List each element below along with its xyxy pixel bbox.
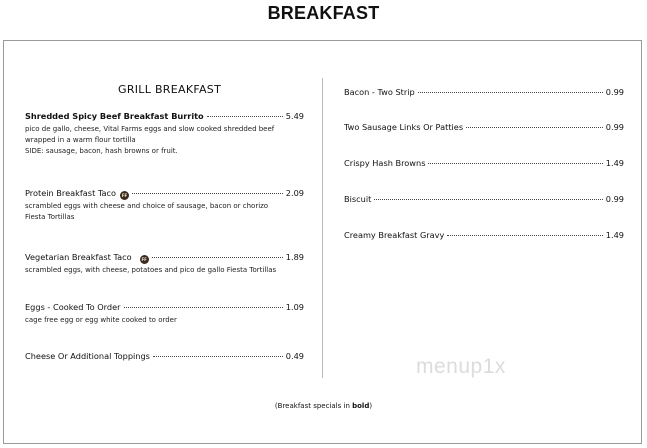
dot-leader [153, 356, 283, 357]
ff-badge-icon: FF [141, 257, 147, 262]
menu-item-eggs [25, 301, 304, 326]
menu-item-protein-taco [25, 187, 304, 223]
menu-item-biscuit [344, 193, 624, 205]
ff-badge-icon: FF [121, 193, 128, 198]
item-price: 1.49 [605, 230, 624, 240]
item-name: Protein Breakfast Taco [25, 188, 117, 198]
item-name: Crispy Hash Browns [344, 158, 426, 168]
item-description-line: scrambled eggs, with cheese, potatoes and pico de gallo Fiesta Tortillas [25, 266, 277, 274]
menu-item-beef-burrito [25, 110, 304, 157]
item-price: 1.89 [285, 252, 304, 262]
menu-item-sausage [344, 121, 624, 133]
item-description-line: Fiesta Tortillas [25, 213, 75, 221]
page-title: BREAKFAST [267, 3, 380, 23]
footnote [0, 402, 647, 410]
dot-leader [466, 127, 603, 128]
column-divider [322, 78, 323, 378]
dot-leader [124, 307, 283, 308]
item-description-line: cage free egg or egg white cooked to order [25, 316, 177, 324]
item-price: 1.09 [285, 302, 304, 312]
item-name: Cheese Or Additional Toppings [25, 351, 150, 361]
watermark-logo: menup1x [416, 355, 506, 378]
footnote-prefix: (Breakfast specials in [274, 402, 353, 410]
item-price: 0.49 [285, 351, 304, 361]
dot-leader [207, 116, 283, 117]
item-name: Eggs - Cooked To Order [25, 302, 121, 312]
dot-leader [428, 163, 602, 164]
dot-leader [447, 235, 602, 236]
item-price: 0.99 [605, 122, 624, 132]
menu-item-bacon [344, 86, 624, 98]
menu-item-vegetarian-taco [25, 251, 304, 276]
menu-item-gravy [344, 229, 624, 241]
item-name: Bacon - Two Strip [344, 87, 415, 97]
menu-item-hash-browns [344, 157, 624, 169]
footnote-suffix: ) [369, 402, 373, 410]
item-name: Shredded Spicy Beef Breakfast Burrito [25, 111, 204, 121]
dot-leader [132, 193, 283, 194]
menu-item-cheese-toppings [25, 350, 304, 362]
item-description-line: pico de gallo, cheese, Vital Farms eggs and slow cooked shredded beef [25, 125, 275, 133]
item-price: 0.99 [605, 194, 624, 204]
item-price: 1.49 [605, 158, 624, 168]
dot-leader [152, 257, 283, 258]
item-price: 0.99 [605, 87, 624, 97]
item-price: 2.09 [285, 188, 304, 198]
item-name: Creamy Breakfast Gravy [344, 230, 445, 240]
dot-leader [374, 199, 602, 200]
item-price: 5.49 [285, 111, 304, 121]
item-description-line: scrambled eggs with cheese and choice of sausage, bacon or chorizo [25, 202, 269, 210]
section-heading: GRILL BREAKFAST [118, 83, 222, 96]
footnote-bold: bold [352, 402, 370, 410]
item-description-line: SIDE: sausage, bacon, hash browns or fruit. [25, 147, 178, 155]
item-name: Biscuit [344, 194, 372, 204]
item-description-line: wrapped in a warm flour tortilla [25, 136, 136, 144]
item-name: Vegetarian Breakfast Taco [25, 252, 132, 262]
item-name: Two Sausage Links Or Patties [344, 122, 464, 132]
dot-leader [418, 92, 603, 93]
